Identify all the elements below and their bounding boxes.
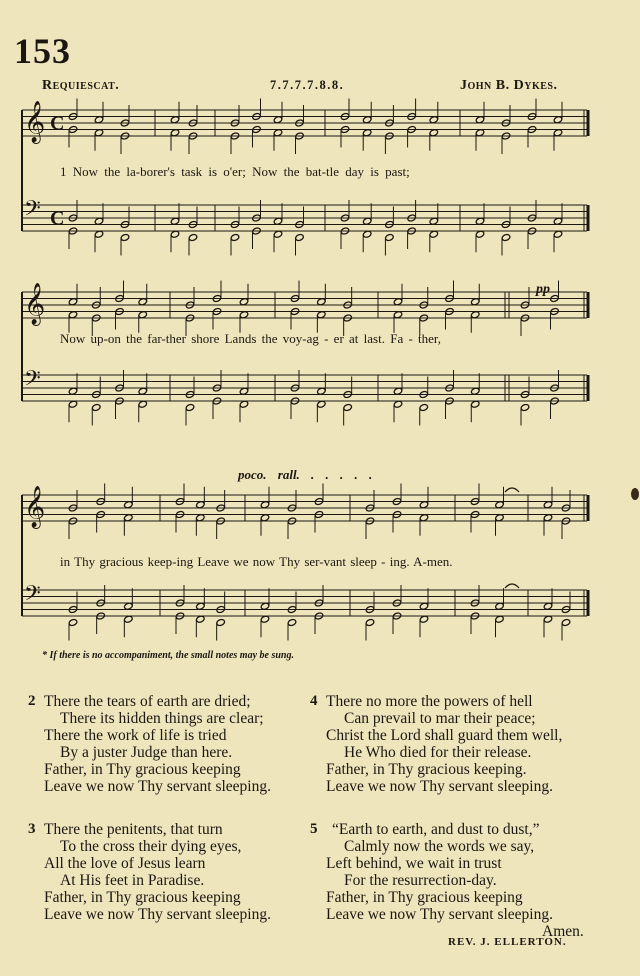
note-head xyxy=(501,234,510,242)
tempo-marking: poco. rall. . . . . . xyxy=(238,467,373,482)
page-mark xyxy=(631,488,639,500)
time-signature: C xyxy=(50,112,65,135)
verse-number: 5 xyxy=(310,821,318,837)
verse-number: 3 xyxy=(28,821,36,837)
hymn-number: 153 xyxy=(14,31,71,71)
note-head xyxy=(287,619,296,627)
verse-line: There the penitents, that turn xyxy=(44,821,223,838)
note-head xyxy=(295,234,304,242)
time-signature: C xyxy=(50,207,65,230)
note-head xyxy=(343,404,352,412)
verse-line: At His feet in Paradise. xyxy=(60,872,205,889)
treble-clef-icon: 𝄞 xyxy=(24,486,46,527)
verse-line: There the work of life is tried xyxy=(44,727,227,744)
note-head xyxy=(561,619,570,627)
lyric-line-1: 1 Now the la-borer's task is o'er; Now the bat-tle day is past; xyxy=(60,164,410,179)
note-head xyxy=(92,404,101,412)
meter: 7.7.7.7.8.8. xyxy=(270,78,345,92)
hymn-author: REV. J. ELLERTON. xyxy=(448,936,567,948)
lyric-line-3: in Thy gracious keep-ing Leave we now Thy ser-vant sleep - ing. A-men. xyxy=(60,554,453,569)
verse-line: Father, in Thy gracious keeping xyxy=(44,889,241,906)
verse-line: Leave we now Thy servant sleeping. xyxy=(326,906,553,923)
bass-clef-icon: 𝄢 xyxy=(24,366,41,396)
verse-line: To the cross their dying eyes, xyxy=(60,838,242,855)
note-head xyxy=(185,404,194,412)
verse-line: “Earth to earth, and dust to dust,” xyxy=(332,821,540,838)
verse-number: 4 xyxy=(310,693,318,709)
treble-clef-icon: 𝄞 xyxy=(24,101,46,142)
note-head xyxy=(216,619,225,627)
verse-line: Left behind, we wait in trust xyxy=(326,855,502,872)
bass-clef-icon: 𝄢 xyxy=(24,196,41,226)
note-head xyxy=(419,404,428,412)
verse-line: Father, in Thy gracious keeping. xyxy=(326,761,527,778)
lyric-line-2: Now up-on the far-ther shore Lands the voy-ag - er at last. Fa - ther, xyxy=(60,331,441,346)
amen-line: Amen. xyxy=(542,923,584,940)
verse-line: Leave we now Thy servant sleeping. xyxy=(326,778,553,795)
verse-number: 2 xyxy=(28,693,36,709)
note-head xyxy=(520,404,529,412)
verse-line: Leave we now Thy servant sleeping. xyxy=(44,906,271,923)
verse-line: Can prevail to mar their peace; xyxy=(344,710,536,727)
note-head xyxy=(230,234,239,242)
footnote: * If there is no accompaniment, the small notes may be sung. xyxy=(42,650,294,661)
verse-line: By a juster Judge than here. xyxy=(60,744,233,761)
verse-line: Leave we now Thy servant sleeping. xyxy=(44,778,271,795)
note-head xyxy=(365,619,374,627)
verse-line: Calmly now the words we say, xyxy=(344,838,535,855)
composer: John B. Dykes. xyxy=(460,78,558,93)
verse-line: All the love of Jesus learn xyxy=(44,855,206,872)
verse-line: For the resurrection-day. xyxy=(344,872,497,889)
note-head xyxy=(68,619,77,627)
note-head xyxy=(385,234,394,242)
fermata-icon xyxy=(505,488,519,492)
tune-name: Requiescat. xyxy=(42,78,120,93)
bass-clef-icon: 𝄢 xyxy=(24,581,41,611)
verse-line: He Who died for their release. xyxy=(344,744,532,761)
note-head xyxy=(120,234,129,242)
dynamic-pp: pp xyxy=(536,282,550,297)
fermata-icon xyxy=(505,584,519,588)
verse-line: Christ the Lord shall guard them well, xyxy=(326,727,563,744)
treble-clef-icon: 𝄞 xyxy=(24,283,46,324)
verse-line: Father, in Thy gracious keeping xyxy=(44,761,241,778)
verse-line: There no more the powers of hell xyxy=(326,693,533,710)
verse-line: There its hidden things are clear; xyxy=(60,710,264,727)
verse-line: Father, in Thy gracious keeping xyxy=(326,889,523,906)
verse-line: There the tears of earth are dried; xyxy=(44,693,251,710)
note-head xyxy=(188,234,197,242)
